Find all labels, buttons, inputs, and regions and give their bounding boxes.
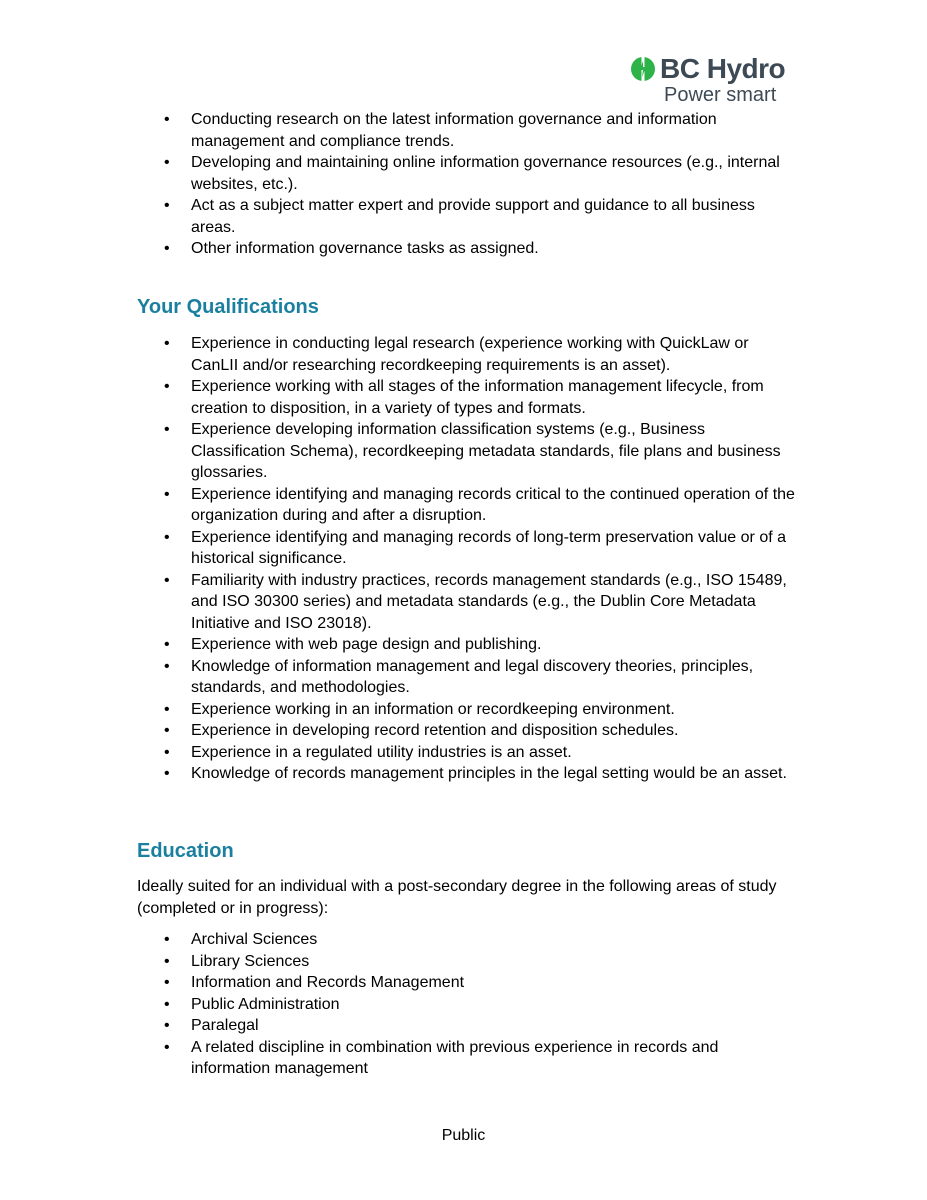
list-item bbox=[136, 720, 796, 742]
duty-text: Developing and maintaining online information governance resources (e.g., internal websites, etc.). bbox=[191, 154, 780, 193]
bullet-icon: • bbox=[164, 197, 170, 214]
education-intro: Ideally suited for an individual with a post-secondary degree in the following areas of study (completed or in progress): bbox=[137, 878, 777, 917]
list-item bbox=[136, 419, 796, 484]
education-area-text: Library Sciences bbox=[191, 952, 310, 970]
qualifications-list bbox=[136, 333, 796, 785]
bc-hydro-logo bbox=[628, 52, 794, 106]
list-item bbox=[136, 656, 796, 699]
qualification-text: Knowledge of records management principles in the legal setting would be an asset. bbox=[191, 765, 787, 782]
qualifications-heading: Your Qualifications bbox=[137, 296, 319, 318]
bullet-icon: • bbox=[164, 421, 170, 438]
education-heading: Education bbox=[137, 840, 234, 862]
bullet-icon: • bbox=[164, 154, 170, 171]
list-item bbox=[136, 634, 796, 656]
bullet-icon: • bbox=[164, 1038, 170, 1056]
bullet-icon: • bbox=[164, 1017, 170, 1034]
logo-tagline: Power smart bbox=[664, 84, 777, 106]
list-item bbox=[136, 570, 796, 635]
bc-hydro-mark-icon bbox=[630, 56, 656, 82]
qualification-text: Experience in conducting legal research (experience working with QuickLaw or CanLII and/or researching recordkeeping requirements is an asset). bbox=[191, 335, 749, 374]
education-list bbox=[136, 929, 796, 1080]
bullet-icon: • bbox=[164, 995, 170, 1013]
list-item bbox=[136, 238, 796, 260]
qualification-text: Knowledge of information management and legal discovery theories, principles, standards, and methodologies. bbox=[191, 657, 754, 696]
bullet-icon: • bbox=[164, 765, 170, 782]
list-item bbox=[136, 1037, 796, 1080]
list-item bbox=[136, 994, 796, 1016]
duty-text: Conducting research on the latest information governance and information management and compliance trends. bbox=[191, 111, 717, 150]
logo-name: BC Hydro bbox=[660, 53, 786, 84]
qualification-text: Experience identifying and managing records critical to the continued operation of the organization during and after a disruption. bbox=[191, 485, 795, 524]
list-item bbox=[136, 484, 796, 527]
duty-text: Act as a subject matter expert and provide support and guidance to all business areas. bbox=[191, 197, 755, 236]
list-item bbox=[136, 333, 796, 376]
bullet-icon: • bbox=[164, 571, 170, 589]
list-item bbox=[136, 699, 796, 721]
bullet-icon: • bbox=[164, 657, 170, 675]
list-item bbox=[136, 742, 796, 764]
qualification-text: Experience developing information classification systems (e.g., Business Classification Schema), recordkeeping metadata standards, file plans and business glossaries. bbox=[191, 421, 781, 481]
list-item bbox=[136, 929, 796, 951]
qualification-text: Experience in developing record retention and disposition schedules. bbox=[191, 722, 679, 739]
qualification-text: Experience with web page design and publishing. bbox=[191, 636, 542, 653]
bullet-icon: • bbox=[164, 743, 170, 761]
education-area-text: Archival Sciences bbox=[191, 931, 318, 948]
qualification-text: Experience identifying and managing records of long-term preservation value or of a historical significance. bbox=[191, 528, 786, 567]
bullet-icon: • bbox=[164, 111, 170, 128]
education-area-text: Public Administration bbox=[191, 995, 340, 1013]
bullet-icon: • bbox=[164, 378, 170, 395]
duties-list bbox=[136, 109, 796, 260]
bullet-icon: • bbox=[164, 636, 170, 653]
qualification-text: Experience in a regulated utility industries is an asset. bbox=[191, 743, 572, 761]
education-area-text: Paralegal bbox=[191, 1017, 259, 1034]
qualification-text: Experience working with all stages of the information management lifecycle, from creation to disposition, in a variety of types and formats. bbox=[191, 378, 764, 417]
bullet-icon: • bbox=[164, 974, 170, 991]
list-item bbox=[136, 763, 796, 785]
list-item bbox=[136, 972, 796, 994]
list-item bbox=[136, 195, 796, 238]
list-item bbox=[136, 109, 796, 152]
bullet-icon: • bbox=[164, 240, 170, 257]
list-item bbox=[136, 376, 796, 419]
list-item bbox=[136, 951, 796, 973]
footer-classification: Public bbox=[441, 1127, 486, 1144]
list-item bbox=[136, 527, 796, 570]
qualification-text: Experience working in an information or recordkeeping environment. bbox=[191, 700, 675, 718]
list-item bbox=[136, 152, 796, 195]
education-area-text: A related discipline in combination with previous experience in records and information management bbox=[191, 1038, 719, 1077]
bullet-icon: • bbox=[164, 952, 170, 970]
duty-text: Other information governance tasks as assigned. bbox=[191, 240, 539, 257]
list-item bbox=[136, 1015, 796, 1037]
bullet-icon: • bbox=[164, 722, 170, 739]
education-area-text: Information and Records Management bbox=[191, 974, 465, 991]
bullet-icon: • bbox=[164, 700, 170, 718]
bullet-icon: • bbox=[164, 528, 170, 546]
qualification-text: Familiarity with industry practices, records management standards (e.g., ISO 15489, and ISO 30300 series) and metadata standards (e.g., the Dublin Core Metadata Initiative and ISO 23018). bbox=[191, 571, 787, 632]
bullet-icon: • bbox=[164, 931, 170, 948]
bullet-icon: • bbox=[164, 335, 170, 352]
bullet-icon: • bbox=[164, 485, 170, 503]
